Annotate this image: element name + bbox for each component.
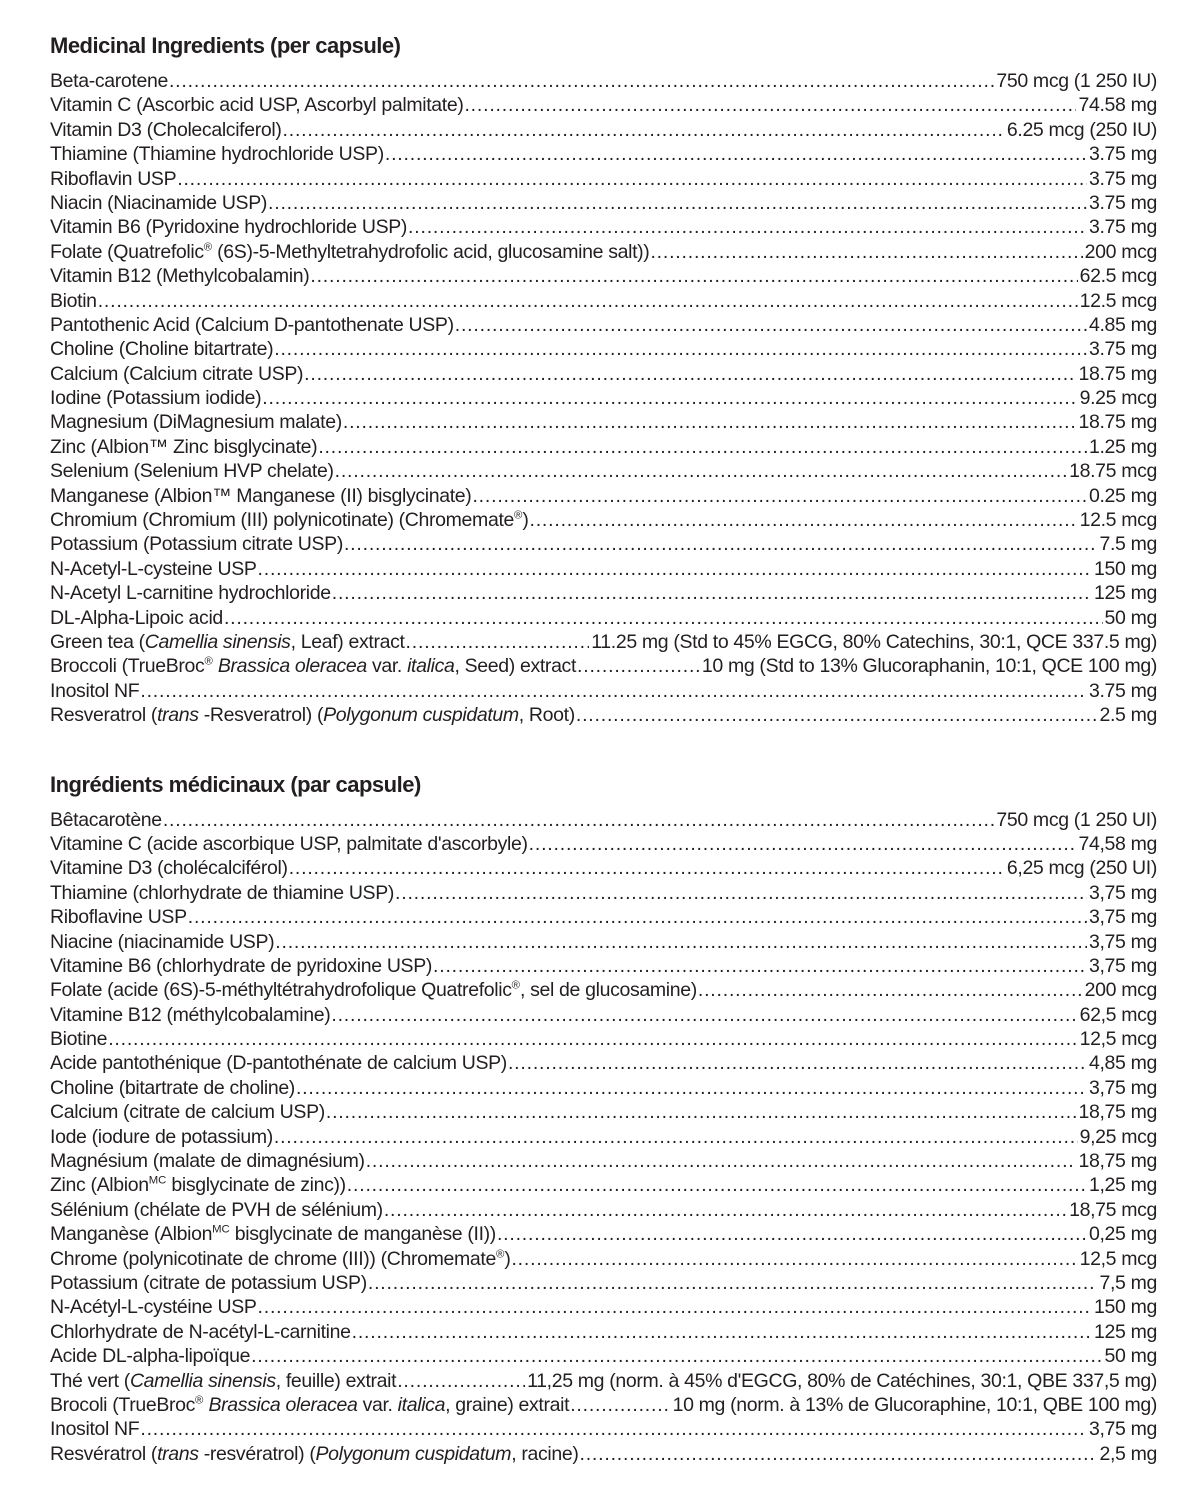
ingredient-row (50, 832, 1157, 856)
ingredient-amount: 200 mcg (1084, 240, 1157, 263)
ingredient-row (50, 1198, 1157, 1222)
ingredient-name: Sélénium (chélate de PVH de sélénium) (50, 1198, 383, 1221)
ingredient-amount: 3,75 mg (1088, 954, 1157, 977)
dot-leader (188, 905, 1087, 929)
ingredient-name: Vitamine D3 (cholécalciférol) (50, 857, 288, 880)
ingredient-amount: 1,25 mg (1088, 1174, 1157, 1197)
ingredient-row (50, 881, 1157, 905)
section-title-fr: Ingrédients médicinaux (par capsule) (50, 771, 421, 797)
ingredient-amount: 11.25 mg (Std to 45% EGCG, 80% Catechins, 30:1, QCE 337.5 mg) (591, 630, 1157, 653)
ingredient-name: Broccoli (TrueBroc® Brassica oleracea var. italica, Seed) extract (50, 655, 577, 678)
dot-leader (455, 313, 1087, 337)
dot-leader (384, 1198, 1067, 1222)
ingredient-row (50, 1295, 1157, 1319)
ingredient-row (50, 459, 1157, 483)
ingredient-name: Magnesium (DiMagnesium malate) (50, 411, 342, 434)
ingredient-name: Acide DL-alpha-lipoïque (50, 1345, 251, 1368)
ingredient-amount: 12.5 mcg (1079, 509, 1157, 532)
ingredient-amount: 3.75 mg (1088, 679, 1157, 702)
ingredient-name: Zinc (Albion$^{MC}$ bisglycinate de zinc)) (50, 1174, 346, 1197)
dot-leader (406, 630, 590, 654)
ingredient-row (50, 118, 1157, 142)
ingredient-amount: 1.25 mg (1088, 435, 1157, 458)
ingredient-amount: 10 mg (Std to 13% Glucoraphanin, 10:1, QCE 100 mg) (701, 655, 1157, 678)
ingredient-amount: 750 mcg (1 250 UI) (996, 808, 1157, 831)
ingredient-amount: 62,5 mcg (1079, 1003, 1157, 1026)
dot-leader (395, 881, 1087, 905)
dot-leader (283, 118, 1005, 142)
ingredient-amount: 150 mg (1094, 1296, 1157, 1319)
ingredient-amount: 4.85 mg (1088, 313, 1157, 336)
ingredient-name: DL-Alpha-Lipoic acid (50, 606, 223, 629)
ingredient-amount: 3,75 mg (1088, 906, 1157, 929)
ingredient-row (50, 978, 1157, 1002)
ingredient-name: Riboflavine USP (50, 906, 187, 929)
ingredient-name: Selenium (Selenium HVP chelate) (50, 460, 334, 483)
ingredient-name: Bêtacarotène (50, 808, 162, 831)
ingredient-row (50, 362, 1157, 386)
dot-leader (530, 508, 1078, 532)
ingredient-name: Vitamin B6 (Pyridoxine hydrochloride USP) (50, 216, 408, 239)
ingredient-amount: 3.75 mg (1088, 216, 1157, 239)
dot-leader (296, 1076, 1087, 1100)
ingredient-name: Inositol NF (50, 679, 140, 702)
ingredient-amount: 74,58 mg (1078, 832, 1157, 855)
ingredient-row (50, 142, 1157, 166)
ingredient-name: Potassium (Potassium citrate USP) (50, 533, 343, 556)
ingredient-name: Resvératrol (trans -resvératrol) (Polygonum cuspidatum, racine) (50, 1442, 579, 1465)
dot-leader (268, 191, 1087, 215)
ingredient-row (50, 508, 1157, 532)
ingredient-row (50, 435, 1157, 459)
ingredient-amount: 3.75 mg (1088, 167, 1157, 190)
ingredient-amount: 18.75 mg (1078, 362, 1157, 385)
dot-leader (529, 832, 1077, 856)
dot-leader (304, 362, 1076, 386)
ingredient-row (50, 1344, 1157, 1368)
ingredient-row (50, 215, 1157, 239)
ingredient-name: Calcium (citrate de calcium USP) (50, 1101, 325, 1124)
ingredient-row (50, 1271, 1157, 1295)
dot-leader (385, 142, 1087, 166)
ingredient-row (50, 264, 1157, 288)
dot-leader (352, 1320, 1092, 1344)
ingredient-row (50, 557, 1157, 581)
ingredient-name: Biotine (50, 1028, 108, 1051)
dot-leader (408, 215, 1087, 239)
dot-leader (177, 167, 1087, 191)
ingredient-name: Magnésium (malate de dimagnésium) (50, 1150, 365, 1173)
section-title-en: Medicinal Ingredients (per capsule) (50, 33, 401, 58)
dot-leader (275, 930, 1087, 954)
dot-leader (472, 484, 1087, 508)
ingredient-amount: 9.25 mcg (1079, 387, 1157, 410)
dot-leader (497, 1222, 1087, 1246)
ingredient-name: Folate (acide (6S)-5-méthyltétrahydrofolique Quatrefolic®, sel de glucosamine) (50, 979, 697, 1002)
ingredient-name: Chrome (polynicotinate de chrome (III)) (Chromemate®) (50, 1247, 511, 1270)
dot-leader (343, 410, 1077, 434)
ingredient-name: Chlorhydrate de N-acétyl-L-carnitine (50, 1320, 351, 1343)
dot-leader (335, 459, 1067, 483)
ingredient-amount: 9,25 mcg (1079, 1125, 1157, 1148)
ingredient-row (50, 1442, 1157, 1466)
ingredient-name: Inositol NF (50, 1418, 140, 1441)
ingredient-name: Vitamine B12 (méthylcobalamine) (50, 1003, 331, 1026)
ingredient-amount: 6,25 mcg (250 UI) (1006, 857, 1157, 880)
ingredient-name: Calcium (Calcium citrate USP) (50, 362, 304, 385)
ingredient-row (50, 1125, 1157, 1149)
ingredient-row (50, 1222, 1157, 1246)
dot-leader (163, 808, 995, 832)
ingredient-amount: 62.5 mcg (1079, 265, 1157, 288)
ingredient-amount: 3.75 mg (1088, 143, 1157, 166)
ingredient-name: Vitamin C (Ascorbic acid USP, Ascorbyl palmitate) (50, 94, 464, 117)
dot-leader (576, 703, 1098, 727)
ingredient-amount: 12,5 mcg (1079, 1028, 1157, 1051)
ingredient-row (50, 313, 1157, 337)
ingredient-row (50, 1149, 1157, 1173)
ingredient-row (50, 1247, 1157, 1271)
ingredient-name: Niacin (Niacinamide USP) (50, 191, 268, 214)
ingredient-row (50, 289, 1157, 313)
ingredient-amount: 12.5 mcg (1079, 289, 1157, 312)
ingredient-row (50, 703, 1157, 727)
ingredient-row (50, 337, 1157, 361)
dot-leader (169, 69, 994, 93)
ingredient-row (50, 905, 1157, 929)
ingredient-name: Vitamine B6 (chlorhydrate de pyridoxine USP) (50, 954, 433, 977)
dot-leader (318, 435, 1087, 459)
ingredient-row (50, 808, 1157, 832)
ingredient-row (50, 386, 1157, 410)
ingredient-row (50, 654, 1157, 678)
ingredient-row (50, 679, 1157, 703)
ingredient-amount: 11,25 mg (norm. à 45% d'EGCG, 80% de Catéchines, 30:1, QBE 337,5 mg) (527, 1369, 1157, 1392)
ingredient-row (50, 954, 1157, 978)
dot-leader (262, 386, 1077, 410)
ingredient-amount: 18.75 mcg (1069, 460, 1157, 483)
ingredient-name: N-Acetyl L-carnitine hydrochloride (50, 582, 331, 605)
dot-leader (397, 1369, 525, 1393)
ingredient-amount: 50 mg (1104, 1345, 1157, 1368)
ingredient-amount: 3.75 mg (1088, 338, 1157, 361)
ingredient-row (50, 930, 1157, 954)
ingredient-name: Acide pantothénique (D-pantothénate de calcium USP) (50, 1052, 507, 1075)
ingredient-row (50, 1320, 1157, 1344)
dot-leader (108, 1027, 1077, 1051)
dot-leader (366, 1149, 1077, 1173)
ingredient-amount: 0,25 mg (1088, 1223, 1157, 1246)
ingredient-amount: 200 mcg (1084, 979, 1157, 1002)
dot-leader (140, 679, 1087, 703)
dot-leader (698, 978, 1083, 1002)
ingredient-name: Thiamine (chlorhydrate de thiamine USP) (50, 881, 395, 904)
ingredient-amount: 3,75 mg (1088, 930, 1157, 953)
ingredient-amount: 150 mg (1094, 557, 1157, 580)
ingredient-row (50, 1393, 1157, 1417)
section-medicinal-ingredients-en (50, 34, 1157, 728)
dot-leader (570, 1393, 670, 1417)
ingredient-amount: 125 mg (1094, 582, 1157, 605)
ingredient-name: Potassium (citrate de potassium USP) (50, 1271, 367, 1294)
ingredient-amount: 12,5 mcg (1079, 1247, 1157, 1270)
ingredient-row (50, 191, 1157, 215)
ingredient-amount: 7,5 mg (1099, 1271, 1157, 1294)
ingredient-name: Manganèse (Albion$^{MC}$ bisglycinate de manganèse (II)) (50, 1223, 496, 1246)
ingredient-name: Beta-carotene (50, 70, 168, 92)
ingredient-amount: 50 mg (1104, 606, 1157, 629)
ingredient-row (50, 1417, 1157, 1441)
ingredient-name: N-Acetyl-L-cysteine USP (50, 557, 257, 580)
ingredient-row (50, 1100, 1157, 1124)
ingredient-name: Chromium (Chromium (III) polynicotinate) (Chromemate®) (50, 509, 529, 532)
ingredient-name: Choline (bitartrate de choline) (50, 1076, 295, 1099)
ingredient-row (50, 1369, 1157, 1393)
ingredient-row (50, 532, 1157, 556)
dot-leader (289, 856, 1005, 880)
ingredient-amount: 2.5 mg (1099, 704, 1157, 727)
ingredient-name: Choline (Choline bitartrate) (50, 338, 274, 361)
dot-leader (274, 337, 1087, 361)
dot-leader (274, 1125, 1078, 1149)
ingredient-name: Niacine (niacinamide USP) (50, 930, 275, 953)
ingredient-amount: 3,75 mg (1088, 881, 1157, 904)
ingredient-amount: 4,85 mg (1088, 1052, 1157, 1075)
dot-leader (577, 654, 700, 678)
ingredient-amount: 125 mg (1094, 1320, 1157, 1343)
dot-leader (344, 532, 1098, 556)
ingredient-name: N-Acétyl-L-cystéine USP (50, 1296, 257, 1319)
ingredient-name: Thiamine (Thiamine hydrochloride USP) (50, 143, 384, 166)
ingredient-amount: 18,75 mg (1078, 1101, 1157, 1124)
dot-leader (224, 606, 1103, 630)
ingredient-name: Thé vert (Camellia sinensis, feuille) extrait (50, 1369, 397, 1392)
ingredient-name: Brocoli (TrueBroc® Brassica oleracea var. italica, graine) extrait (50, 1393, 570, 1416)
ingredient-name: Pantothenic Acid (Calcium D-pantothenate USP) (50, 313, 454, 336)
ingredient-row (50, 1027, 1157, 1051)
ingredient-amount: 0.25 mg (1088, 484, 1157, 507)
ingredient-row (50, 1003, 1157, 1027)
dot-leader (433, 954, 1087, 978)
ingredient-amount: 18.75 mg (1078, 411, 1157, 434)
dot-leader (251, 1344, 1102, 1368)
ingredient-amount: 6.25 mcg (250 IU) (1006, 118, 1157, 141)
ingredient-row (50, 630, 1157, 654)
dot-leader (98, 289, 1078, 313)
ingredient-row (50, 93, 1157, 117)
dot-leader (508, 1051, 1087, 1075)
dot-leader (140, 1417, 1087, 1441)
section-medicinal-ingredients-fr (50, 773, 1157, 1467)
ingredient-list (50, 808, 1157, 1467)
dot-leader (464, 93, 1076, 117)
ingredient-row (50, 606, 1157, 630)
ingredient-row (50, 1173, 1157, 1197)
ingredient-list (50, 69, 1157, 728)
dot-leader (331, 1003, 1077, 1027)
ingredient-name: Iodine (Potassium iodide) (50, 387, 262, 410)
ingredient-row (50, 69, 1157, 93)
dot-leader (347, 1173, 1087, 1197)
ingredient-name: Green tea (Camellia sinensis, Leaf) extract (50, 630, 405, 653)
dot-leader (580, 1442, 1098, 1466)
ingredient-amount: 74.58 mg (1078, 94, 1157, 117)
ingredient-name: Manganese (Albion™ Manganese (II) bisglycinate) (50, 484, 472, 507)
ingredient-row (50, 167, 1157, 191)
dot-leader (258, 557, 1093, 581)
ingredient-name: Iode (iodure de potassium) (50, 1125, 273, 1148)
ingredient-name: Vitamine C (acide ascorbique USP, palmitate d'ascorbyle) (50, 832, 528, 855)
ingredient-name: Vitamin D3 (Cholecalciferol) (50, 118, 282, 141)
ingredient-name: Riboflavin USP (50, 167, 177, 190)
ingredient-name: Vitamin B12 (Methylcobalamin) (50, 265, 310, 288)
ingredient-row (50, 484, 1157, 508)
ingredient-row (50, 240, 1157, 264)
ingredient-row (50, 1076, 1157, 1100)
ingredient-amount: 2,5 mg (1099, 1442, 1157, 1465)
dot-leader (326, 1100, 1077, 1124)
ingredient-name: Biotin (50, 289, 97, 312)
dot-leader (368, 1271, 1098, 1295)
ingredient-amount: 18,75 mcg (1069, 1198, 1157, 1221)
ingredient-amount: 3,75 mg (1088, 1076, 1157, 1099)
dot-leader (650, 240, 1082, 264)
ingredient-row (50, 581, 1157, 605)
ingredient-name: Folate (Quatrefolic® (6S)-5-Methyltetrahydrofolic acid, glucosamine salt)) (50, 240, 650, 263)
dot-leader (310, 264, 1077, 288)
dot-leader (332, 581, 1092, 605)
ingredient-row (50, 1051, 1157, 1075)
ingredient-name: Zinc (Albion™ Zinc bisglycinate) (50, 435, 318, 458)
dot-leader (258, 1295, 1093, 1319)
ingredient-amount: 10 mg (norm. à 13% de Glucoraphine, 10:1, QBE 100 mg) (672, 1393, 1157, 1416)
ingredient-name: Resveratrol (trans -Resveratrol) (Polygonum cuspidatum, Root) (50, 704, 575, 727)
ingredient-amount: 750 mcg (1 250 IU) (996, 70, 1157, 92)
ingredient-amount: 7.5 mg (1099, 533, 1157, 556)
dot-leader (511, 1247, 1077, 1271)
ingredient-amount: 3.75 mg (1088, 191, 1157, 214)
ingredient-row (50, 410, 1157, 434)
ingredient-row (50, 856, 1157, 880)
ingredient-amount: 3,75 mg (1088, 1418, 1157, 1441)
ingredient-amount: 18,75 mg (1078, 1150, 1157, 1173)
